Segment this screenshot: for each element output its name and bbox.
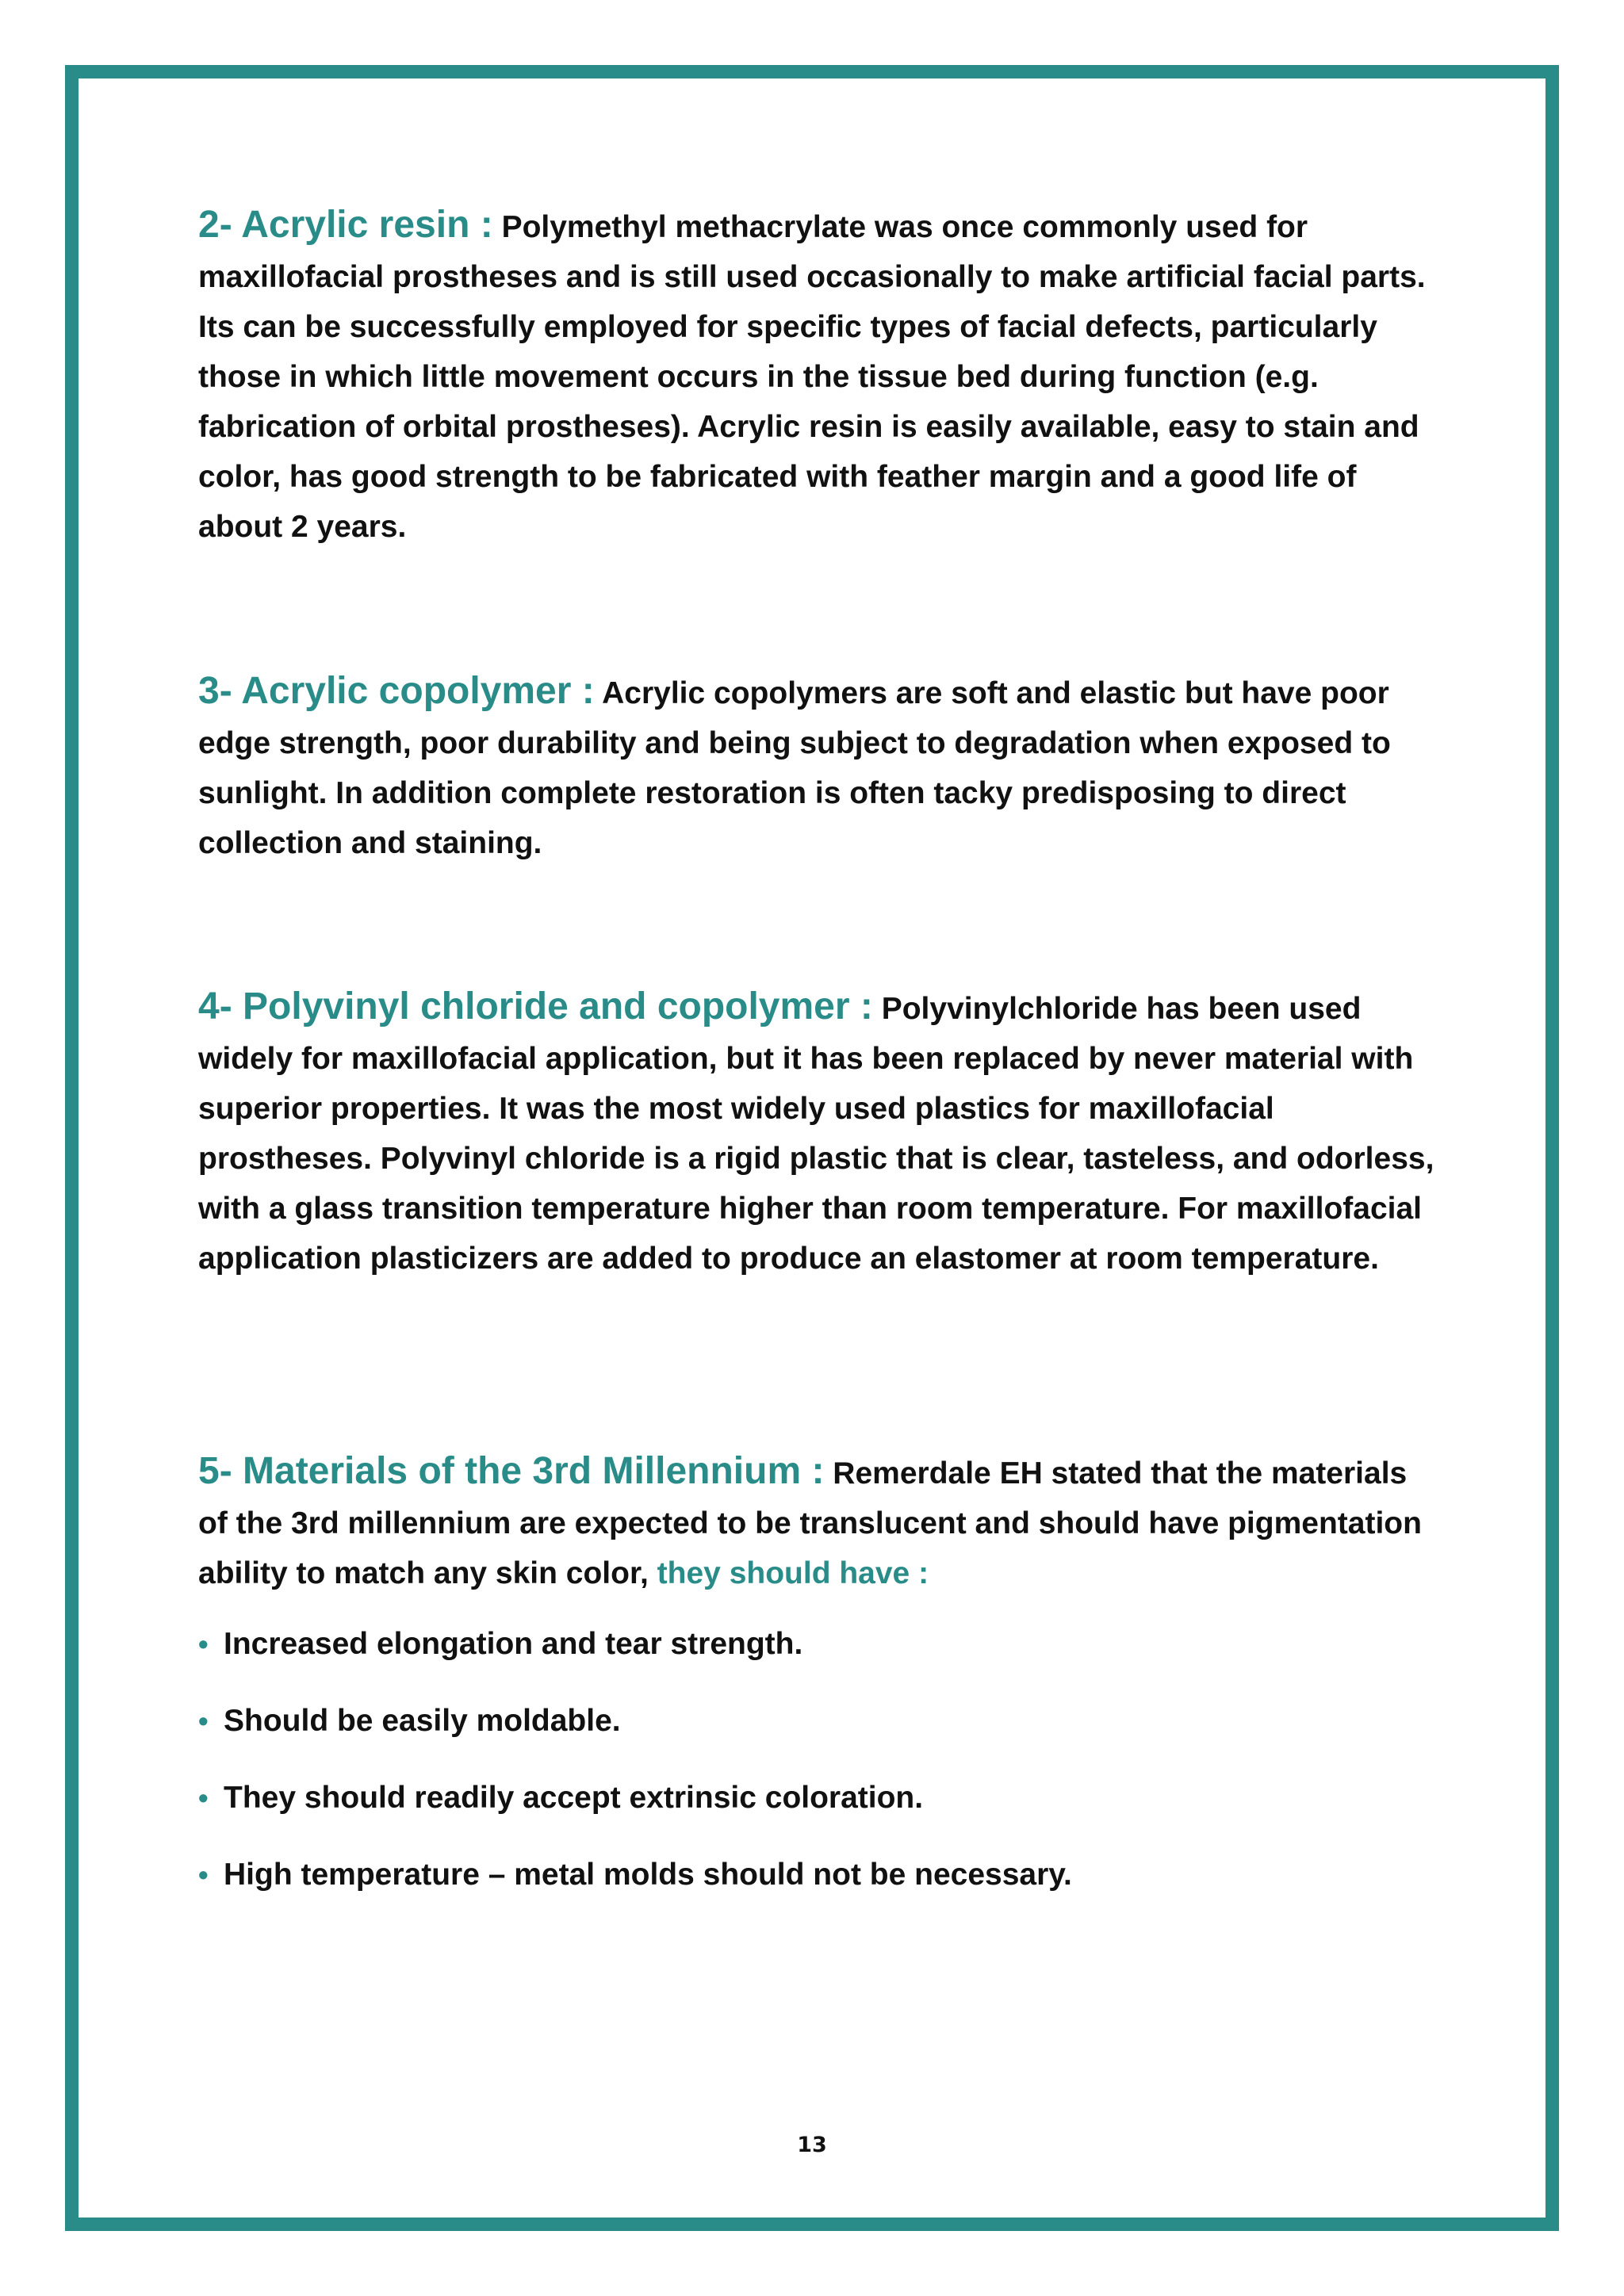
list-item: [198, 1701, 1443, 1777]
section-body: Acrylic copolymers are soft and elastic but have poor edge strength, poor durability and being subject to degradation when exposed to sunlight. In addition complete restoration is often tacky predisposing to direct collection and staining.: [198, 676, 1391, 860]
bullet-icon: •: [198, 1628, 209, 1660]
bullet-icon: •: [198, 1781, 209, 1814]
list-item: [198, 1777, 1443, 1854]
section-heading: 4- Polyvinyl chloride and copolymer :: [198, 985, 873, 1027]
section-materials-3rd-millennium: [198, 1446, 1443, 1598]
list-item-text: High temperature – metal molds should not be necessary.: [224, 1858, 1072, 1892]
section-acrylic-copolymer: [198, 666, 1443, 868]
list-item: [198, 1624, 1443, 1701]
list-item: [198, 1854, 1443, 1931]
section-heading: 3- Acrylic copolymer :: [198, 670, 595, 712]
section-heading: 2- Acrylic resin :: [198, 204, 493, 246]
section-highlight: they should have :: [657, 1556, 929, 1590]
section-body: Polymethyl methacrylate was once commonly used for maxillofacial prostheses and is still used occasionally to make artificial facial parts. Its can be successfully employed for specific types of facial defects, particularly those in which little movement occurs in the tissue bed during function (e.g. fabrication of orbital prostheses). Acrylic resin is easily available, easy to stain and color, has good strength to be fabricated with feather margin and a good life of about 2 years.: [198, 210, 1426, 544]
list-item-text: Increased elongation and tear strength.: [224, 1627, 803, 1661]
section-body: Remerdale EH stated that the materials of the 3rd millennium are expected to be translucent and should have pigmentation ability to match any skin color,: [198, 1456, 1422, 1590]
requirements-list: [198, 1624, 1443, 1931]
section-acrylic-resin: [198, 200, 1443, 552]
section-polyvinyl-chloride: [198, 982, 1443, 1284]
page-number: 13: [797, 2133, 827, 2157]
list-item-text: They should readily accept extrinsic coloration.: [224, 1781, 924, 1815]
section-body: Polyvinylchloride has been used widely for maxillofacial application, but it has been replaced by never material with superior properties. It was the most widely used plastics for maxillofacial prostheses. Polyvinyl chloride is a rigid plastic that is clear, tasteless, and odorless, with a glass transition temperature higher than room temperature. For maxillofacial application plasticizers are added to produce an elastomer at room temperature.: [198, 992, 1434, 1276]
bullet-icon: •: [198, 1858, 209, 1891]
list-item-text: Should be easily moldable.: [224, 1704, 621, 1738]
bullet-icon: •: [198, 1705, 209, 1737]
section-heading: 5- Materials of the 3rd Millennium :: [198, 1450, 825, 1492]
